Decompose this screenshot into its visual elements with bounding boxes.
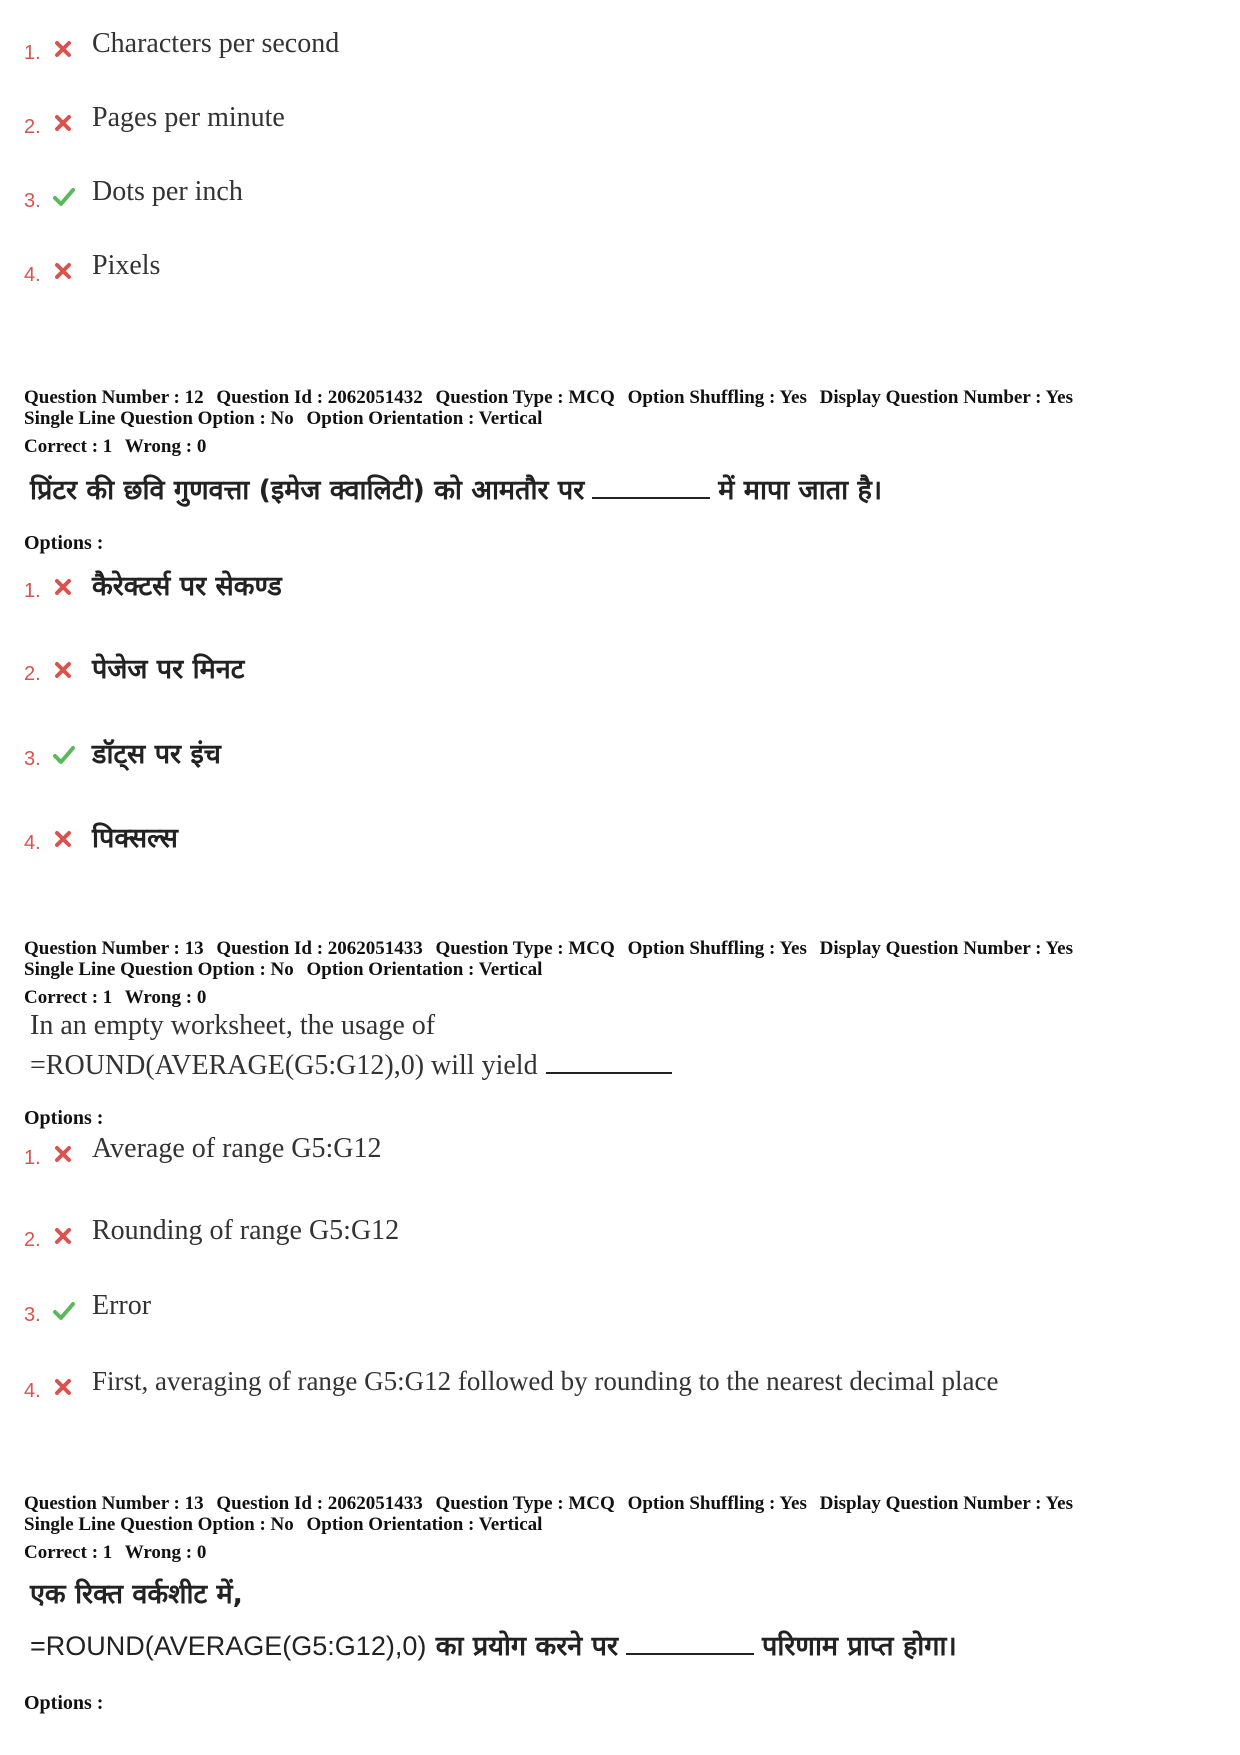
- option-orientation: Option Orientation : Vertical: [306, 408, 543, 429]
- option-text: Dots per inch: [92, 176, 243, 207]
- question-score: [24, 436, 206, 457]
- option-shuffling: Option Shuffling : Yes: [627, 938, 807, 959]
- question-meta-line1: [24, 387, 1073, 408]
- single-line-option: Single Line Question Option : No: [24, 408, 294, 429]
- question-number: Question Number : 13: [24, 938, 204, 959]
- answer-blank: [592, 496, 710, 499]
- option-number: 2.: [24, 663, 41, 685]
- wrong-mark-icon: [52, 260, 74, 282]
- question-number: Question Number : 13: [24, 1493, 204, 1514]
- question-text-line1: In an empty worksheet, the usage of: [30, 1010, 436, 1041]
- question-id: Question Id : 2062051433: [216, 1493, 423, 1514]
- option-number: 3.: [24, 748, 41, 770]
- question-text-line2: =ROUND(AVERAGE(G5:G12),0) will yield: [30, 1050, 680, 1082]
- option-shuffling: Option Shuffling : Yes: [627, 1493, 807, 1514]
- option-text: First, averaging of range G5:G12 followed by rounding to the nearest decimal place: [92, 1366, 999, 1396]
- option-text: Pixels: [92, 250, 161, 281]
- options-label: Options :: [24, 532, 104, 554]
- option-text: पेजेज पर मिनट: [92, 654, 245, 685]
- wrong-score: Wrong : 0: [124, 987, 207, 1008]
- wrong-score: Wrong : 0: [124, 1542, 207, 1563]
- correct-score: Correct : 1: [24, 987, 113, 1008]
- question-type: Question Type : MCQ: [435, 1493, 615, 1514]
- options-label: Options :: [24, 1107, 104, 1129]
- option-text: Characters per second: [92, 28, 340, 59]
- question-id: Question Id : 2062051433: [216, 938, 423, 959]
- wrong-mark-icon: [52, 38, 74, 60]
- question-type: Question Type : MCQ: [435, 938, 615, 959]
- options-label: Options :: [24, 1692, 104, 1714]
- option-number: 1.: [24, 1147, 41, 1169]
- correct-score: Correct : 1: [24, 436, 113, 457]
- wrong-mark-icon: [52, 828, 74, 850]
- question-type: Question Type : MCQ: [435, 387, 615, 408]
- question-number: Question Number : 12: [24, 387, 204, 408]
- option-number: 3.: [24, 190, 41, 212]
- option-text: कैरेक्टर्स पर सेकण्ड: [92, 571, 282, 602]
- option-text: पिक्सल्स: [92, 823, 178, 854]
- option-text: Error: [92, 1290, 152, 1321]
- question-meta-line2: [24, 959, 542, 980]
- option-text: Rounding of range G5:G12: [92, 1215, 400, 1246]
- option-number: 3.: [24, 1304, 41, 1326]
- single-line-option: Single Line Question Option : No: [24, 959, 294, 980]
- option-number: 2.: [24, 116, 41, 138]
- option-text: डॉट्स पर इंच: [92, 739, 221, 770]
- option-number: 4.: [24, 832, 41, 854]
- option-number: 1.: [24, 580, 41, 602]
- correct-check-icon: [52, 744, 74, 766]
- wrong-mark-icon: [52, 1225, 74, 1247]
- wrong-mark-icon: [52, 659, 74, 681]
- correct-check-icon: [52, 1300, 74, 1322]
- answer-blank: [626, 1652, 754, 1655]
- question-text: प्रिंटर की छवि गुणवत्ता (इमेज क्वालिटी) को आमतौर पर में मापा जाता है।: [30, 475, 883, 506]
- question-meta-line2: [24, 408, 542, 429]
- wrong-mark-icon: [52, 112, 74, 134]
- answer-blank: [546, 1071, 672, 1074]
- question-score: [24, 987, 206, 1008]
- wrong-score: Wrong : 0: [124, 436, 207, 457]
- option-number: 2.: [24, 1229, 41, 1251]
- question-meta-line1: [24, 938, 1073, 959]
- wrong-mark-icon: [52, 1376, 74, 1398]
- option-shuffling: Option Shuffling : Yes: [627, 387, 807, 408]
- question-id: Question Id : 2062051432: [216, 387, 423, 408]
- option-text: Average of range G5:G12: [92, 1133, 382, 1164]
- question-score: [24, 1542, 206, 1563]
- display-question-number: Display Question Number : Yes: [819, 387, 1073, 408]
- question-meta-line2: [24, 1514, 542, 1535]
- display-question-number: Display Question Number : Yes: [819, 938, 1073, 959]
- option-orientation: Option Orientation : Vertical: [306, 959, 543, 980]
- wrong-mark-icon: [52, 576, 74, 598]
- single-line-option: Single Line Question Option : No: [24, 1514, 294, 1535]
- option-number: 4.: [24, 264, 41, 286]
- option-orientation: Option Orientation : Vertical: [306, 1514, 543, 1535]
- option-number: 4.: [24, 1380, 41, 1402]
- correct-score: Correct : 1: [24, 1542, 113, 1563]
- question-text-line2: =ROUND(AVERAGE(G5:G12),0) का प्रयोग करने पर परिणाम प्राप्त होगा।: [30, 1631, 957, 1662]
- correct-check-icon: [52, 186, 74, 208]
- display-question-number: Display Question Number : Yes: [819, 1493, 1073, 1514]
- question-text-line1: एक रिक्त वर्कशीट में,: [30, 1579, 243, 1610]
- option-text: Pages per minute: [92, 102, 285, 133]
- wrong-mark-icon: [52, 1143, 74, 1165]
- question-meta-line1: [24, 1493, 1073, 1514]
- option-number: 1.: [24, 42, 41, 64]
